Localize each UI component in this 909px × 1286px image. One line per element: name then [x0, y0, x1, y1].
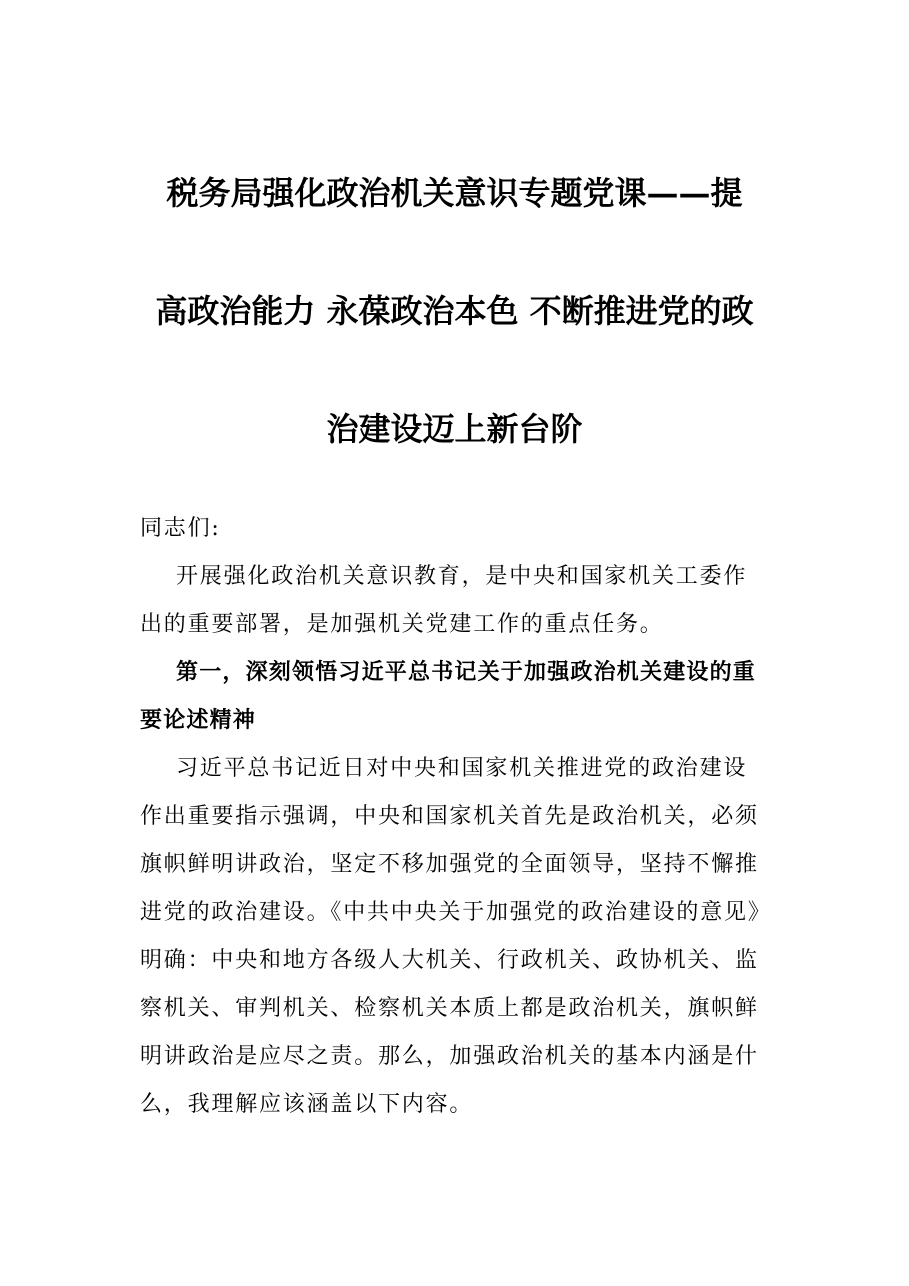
- section-heading: 第一，深刻领悟习近平总书记关于加强政治机关建设的重要论述精神: [140, 660, 757, 733]
- title-line-3: 治建设迈上新台阶: [326, 410, 583, 448]
- title-line-2: 高政治能力 永葆政治本色 不断推进党的政: [155, 292, 754, 330]
- intro-paragraph: 开展强化政治机关意识教育，是中央和国家机关工委作出的重要部署，是加强机关党建工作的重点任务。: [140, 564, 748, 637]
- title-line-1: 税务局强化政治机关意识专题党课——提: [166, 174, 743, 212]
- document-title: [110, 134, 799, 488]
- section-paragraph: 习近平总书记近日对中央和国家机关推进党的政治建设作出重要指示强调，中央和国家机关首先是政治机关，必须旗帜鲜明讲政治，坚定不移加强党的全面领导，坚持不懈推进党的政治建设。《中共中央关于加强党的政治建设的意见》明确：中央和地方各级人大机关、行政机关、政协机关、监察机关、审判机关、检察机关本质上都是政治机关，旗帜鲜明讲政治是应尽之责。那么，加强政治机关的基本内涵是什么，我理解应该涵盖以下内容。: [140, 756, 761, 1117]
- document-body: [140, 505, 770, 1129]
- salutation: 同志们:: [140, 516, 221, 541]
